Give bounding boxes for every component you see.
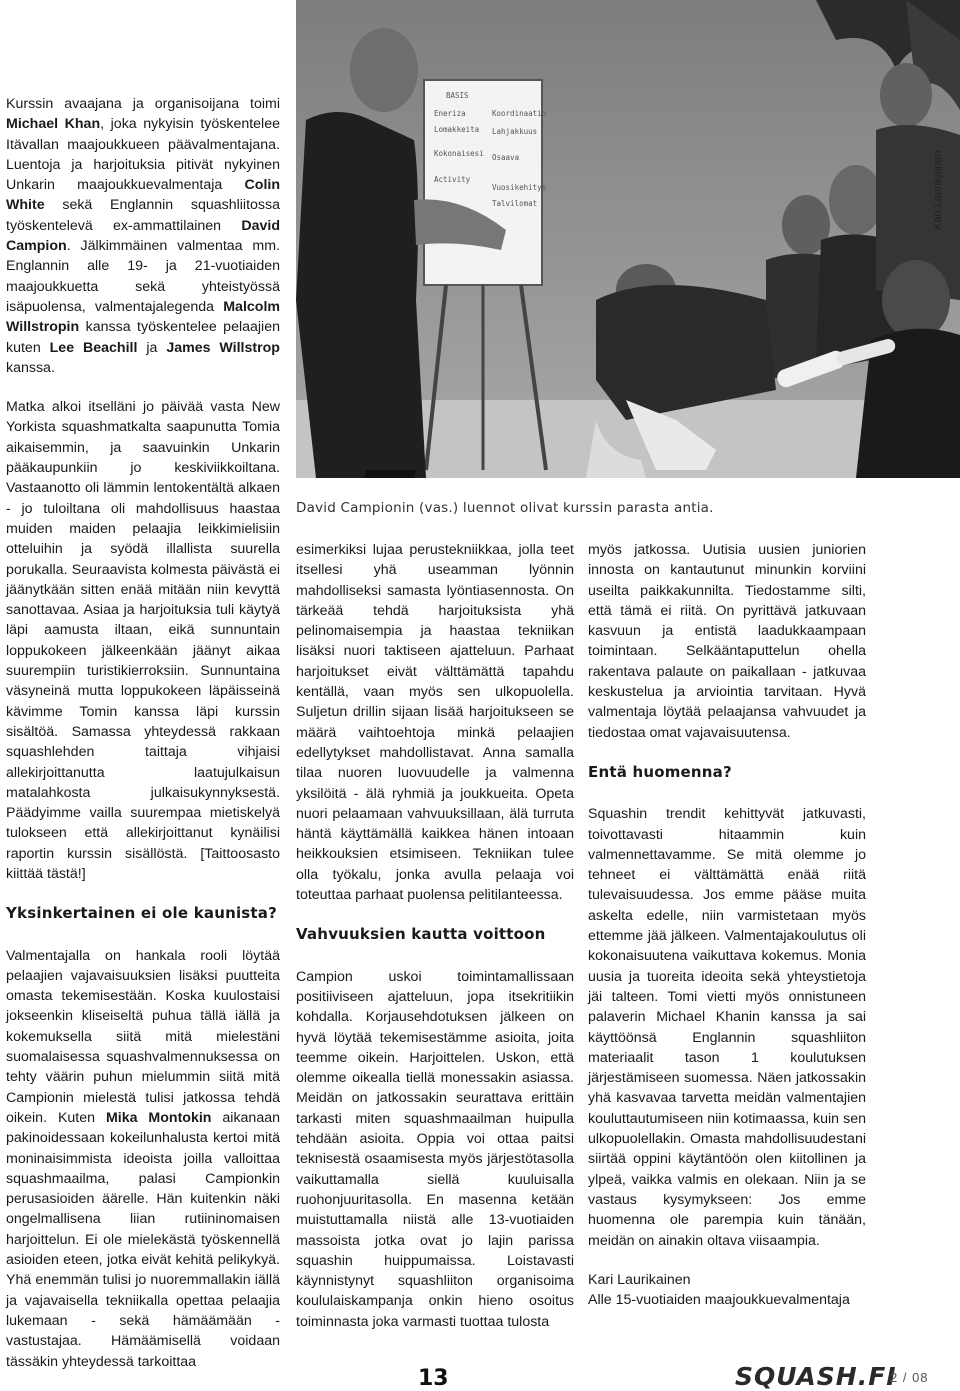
svg-text:Osaava: Osaava bbox=[492, 153, 520, 162]
svg-text:Vuosikehitys: Vuosikehitys bbox=[492, 183, 547, 192]
article-column-2 bbox=[296, 540, 574, 1351]
author-name: Kari Laurikainen bbox=[588, 1271, 691, 1288]
svg-text:Activity: Activity bbox=[434, 175, 471, 184]
section-heading: Yksinkertainen ei ole kaunista? bbox=[6, 904, 278, 923]
svg-text:Eneriza: Eneriza bbox=[434, 109, 466, 118]
photo-credit: Kari Laurikainen bbox=[932, 150, 944, 230]
author-signature bbox=[588, 1270, 866, 1311]
section-heading: Entä huomenna? bbox=[588, 762, 732, 781]
svg-text:Kokonaisesi: Kokonaisesi bbox=[434, 149, 484, 158]
paragraph: myös jatkossa. Uutisia uusien juniorien innosta on kantautunut minunkin korviini useilta paikkakunnilta. Tiedostamme silti, että tämä ei riitä. On pyrittävä jatkuvaan kasvuun ja entistä laadukkaampaan toimintaan. Selkääntaputtelun ohella rakentava palaute on paikallaan - jatkuvaa keskustelua ja arviointia tarvitaan. Hyvä valmentaja löytää pelaajansa vahvuudet ja tiedostaa omat vajavaisuutensa. bbox=[588, 542, 866, 741]
squash-fi-logo: SQUASH.FI bbox=[735, 1362, 897, 1391]
photo-caption: David Campionin (vas.) luennot olivat kurssin parasta antia. bbox=[296, 500, 714, 516]
article-column-1 bbox=[6, 94, 280, 1391]
paragraph: Matka alkoi itselläni jo päivää vasta New Yorkista squashmatkalta saapunutta Tomia aikaisemmin, ja saavuinkin Unkarin pääkaupunkiin jo keskiviikkoiltana. Vastaanotto oli lämmin lentokentältä alkaen - jo tuloiltana oli mahdollisuus haastaa muiden maiden pelaajia leikkimielisiin otteluihin ja syödä illallista suurella porukalla. Seuraavista kolmesta päivästä ei jäänytkään sitten enää mitään niin kevyttä sanottavaa. Asiaa ja harjoituksia tuli käytyä läpi aamusta iltaan, eikä sunnuntain loppukokeen jälkeenkään jäänyt aikaa suurempiin turistikierroksiin. Sunnuntaina väsyneinä mutta loppukokeen läpäisseinä kävimme Tomin kanssa läpi kurssin sisältöä. Samassa yhteydessä rakkaan squashlehden taittaja vihjaisi allekirjoittanutta laatujulkaisun matalahkosta julkaisukynnyksestä. Päädyimme vailla suurempaa mietiskelyä tulokseen että allekirjoittanut kynäilisi raportin kurssin sisällöstä. [Taittoosasto kiittää tästä!] bbox=[6, 399, 280, 882]
author-role: Alle 15-vuotiaiden maajoukkuevalmentaja bbox=[588, 1292, 850, 1309]
issue-number: 2 / 08 bbox=[890, 1370, 929, 1385]
paragraph: Squashin trendit kehittyvät jatkuvasti, toivottavasti hitaammin kuin valmennettavamme. Se mitä olemme jo tehneet ei välttämättä enää riitä tulevaisuudessa. Jos emme pääse muita askelta edelle, niin varmistetaan myös ettemme jää jälkeen. Valmentajakoulutus oli kokonaisuutena vaikuttava kokemus. Monia uusia ja tuoreita ideoita sekä yhteystietoja jäi talteen. Tomi vietti myös onnistuneen palaverin Michael Khanin kanssa ja sai käyttöönsä Englannin squashliiton materiaalit tason 1 koulutuksen järjestämiseen suomessa. Näen jatkossakin yhä kasvavaa tarvetta meidän valmentajien kouluttautumiseen niin kotimaassa, kuin sen ulkopuolellakin. Omasta mahdollisuudestani siirtää oppini käytäntöön olen kiitollinen ja ylpeä, vaikka valmis en olekaan. Niin ja se vastaus kysymykseen: Jos emme huomenna ole parempia kuin tänään, meidän on ainakin oltava viisaampia. bbox=[588, 806, 866, 1249]
article-photo bbox=[296, 0, 960, 478]
svg-text:Lomakkeita: Lomakkeita bbox=[434, 125, 480, 134]
svg-text:Koordinaatio: Koordinaatio bbox=[492, 109, 547, 118]
paragraph: esimerkiksi lujaa perustekniikkaa, jolla teet itsellesi yhä useamman lyönnin mahdolliseksi samasta lyöntiasennosta. On tärkeää tehdä harjoituksista yhä pelinomaisempia ja haastaa tekniikan lisäksi nuori taktiseen ajatteluun. Parhaat harjoitukset eivät välttämättä tapahdu kentällä, vaan myös sen ulkopuolella. Suljetun drillin sijaan lisää harjoitukseen se määrä vaihtoehtoja minkä pelaajien edellytykset mahdollistavat. Anna samalla tilaa nuoren luovuudelle ja valmenna yksilöitä - älä ryhmiä ja joukkueita. Opeta nuori pelaamaan vahvuuksillaan, älä turruta häntä käyttämällä kaikkea hänen intoaan heikkouksien etsimiseen. Tekniikan tulee olla työkalu, jonka avulla pelaaja voi toteuttaa parhaat puolensa pelitilanteessa. bbox=[296, 542, 574, 904]
svg-text:Talvilomat: Talvilomat bbox=[492, 199, 538, 208]
photo-illustration bbox=[296, 0, 960, 478]
svg-text:Lahjakkuus: Lahjakkuus bbox=[492, 127, 538, 136]
article-column-3 bbox=[588, 540, 866, 1310]
paragraph: Kurssin avaajana ja organisoijana toimi Michael Khan, joka nykyisin työskentelee Itävallan maajoukkueen päävalmentajana. Luentoja ja harjoituksia pitivät nykyinen Unkarin maajoukkuevalmentaja Colin White sekä Englannin squashliitossa työskentelevä ex-ammattilainen David Campion. Jälkimmäinen valmentaa mm. Englannin alle 19- ja 21-vuotiaiden maajoukkuetta sekä yhteistyössä isäpuolensa, valmentajalegenda Malcolm Willstropin kanssa työskentelee pelaajien kuten Lee Beachill ja James Willstrop kanssa. bbox=[6, 96, 280, 376]
paragraph: Campion uskoi toimintamallissaan positiiviseen ajatteluun, jopa itsekritiikin kohdalla. Korjausehdotuksen jälkeen on hyvä löytää tekemisestämme asioita, joita teemme oikein. Harjoittelen. Uskon, että olemme oikealla tiellä monessakin asiassa. Meidän on jatkossakin seurattava erittäin tarkasti miten squashmaailman huipulla tehdään asioita. Oppia voi ottaa paitsi teknisestä osaamisesta myös järjestötasolla vaikuttamalla siellä kuuluisalla ruohonjuuritasolla. En masenna ketään muistuttamalla niistä alle 13-vuotiaiden massoista jotka ovat jo lajin parissa squashin huippumaissa. Loistavasti käynnistynyt squashliiton organisoima koululaiskampanja onkin hieno osoitus toiminnasta joka varmasti tuottaa tulosta bbox=[296, 968, 574, 1330]
section-heading: Vahvuuksien kautta voittoon bbox=[296, 925, 546, 944]
page-number: 13 bbox=[418, 1366, 449, 1391]
svg-text:BASIS: BASIS bbox=[446, 91, 469, 100]
paragraph: Valmentajalla on hankala rooli löytää pelaajien vajavaisuuksien lisäksi puutteita omasta tekemisestään. Koska kuulostaisi jokseenkin kliseiseltä puhua tällä iällä ja kokemuksella siitä mitä mielestäni suomalaisessa squashvalmennuksessa on tehty väärin puhun mielummin siitä mitä Campionin mielestä tulisi jatkossa tehdä oikein. Kuten Mika Montokin aikanaan pakinoidessaan kokeilunhalusta kertoi mitä moninaisimmista ideoista joilla valloittaa squashmaailma, palasi Campionkin perusasioiden äärelle. Hän kuitenkin näki ongelmallisena liian rutiininomaisen harjoittelun. Ei ole mielekästä työskennellä asioiden eteen, jotka eivät kehitä pelikykyä. Yhä enemmän tulisi jo nuoremmallakin iällä ja vajavaisella tekniikalla opettaa pelaajia lukemaan - sekä hämäämään - vastustajaa. Hämäämisellä voidaan tässäkin yhteydessä tarkoittaa bbox=[6, 947, 280, 1370]
